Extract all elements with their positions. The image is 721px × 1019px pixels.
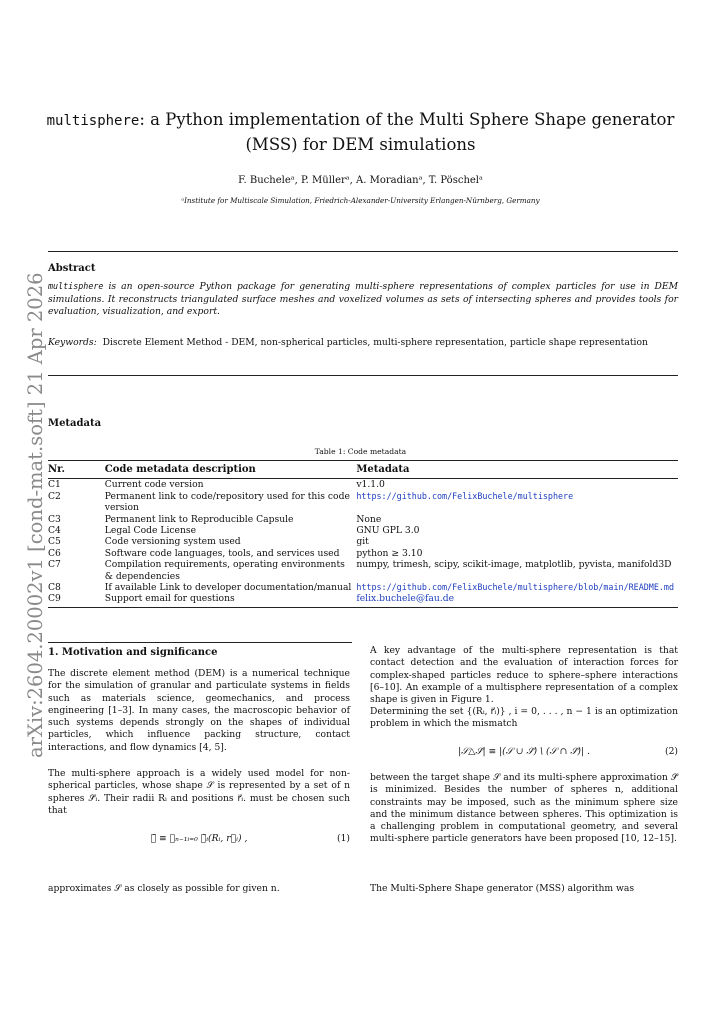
title-package-name: multisphere — [46, 113, 140, 129]
column-header-nr: Nr. — [48, 461, 105, 479]
right-paragraph-2: Determining the set {(Rᵢ, r⃗ᵢ)} , i = 0, . . . , n − 1 is an optimization problem in which the mismatch — [370, 706, 678, 730]
row-value: python ≥ 3.10 — [356, 547, 423, 559]
keywords — [48, 337, 678, 350]
table-caption: Table 1: Code metadata — [314, 447, 407, 456]
table-row — [48, 559, 678, 582]
repository-link[interactable]: https://github.com/FelixBuchele/multisphere — [356, 490, 574, 501]
author-list: F. Bucheleᵃ, P. Müllerᵃ, A. Moradianᵃ, T. Pöschelᵃ — [238, 175, 483, 186]
section-rule-left — [48, 642, 352, 643]
row-number: C4 — [48, 525, 61, 537]
table-row — [48, 582, 678, 593]
row-number: C8 — [48, 582, 61, 594]
row-description: Current code version — [104, 479, 204, 491]
abstract-top-rule — [48, 251, 678, 252]
table-row — [48, 548, 678, 559]
table-row — [48, 514, 678, 525]
row-number: C7 — [48, 559, 61, 571]
section-1-paragraph-2: The multi-sphere approach is a widely used model for non-spherical particles, whose shape 𝒮 is represented by a set of n spheres 𝒮̃ᵢ. Their radii Rᵢ and positions r⃗ᵢ. must be chosen such that — [48, 768, 350, 816]
row-number: C9 — [48, 593, 105, 607]
abstract-body — [48, 280, 678, 319]
repository-link[interactable]: https://github.com/FelixBuchele/multisphere/blob/main/README.md — [356, 582, 674, 593]
row-description: Permanent link to code/repository used for this code version — [104, 490, 350, 514]
row-value: GNU GPL 3.0 — [356, 525, 420, 537]
equation-2-body: |𝒮△𝒮̃| ≡ |(𝒮 ∪ 𝒮̃) \ (𝒮 ∩ 𝒮̃)| . — [458, 746, 590, 757]
equation-1-body: 𝒮̃ ≡ ⋃ₙ₋₁ᵢ₌₀ 𝒮̃ᵢ(Rᵢ, r⃗ᵢ) , — [150, 833, 248, 844]
equation-2 — [370, 746, 678, 758]
row-description: Support email for questions — [105, 593, 357, 607]
equation-1 — [48, 833, 350, 845]
row-description: If available Link to developer documentation/manual — [104, 582, 352, 594]
affiliation: ᵃInstitute for Multiscale Simulation, Friedrich-Alexander-University Erlangen-Nürnberg, Germany — [181, 196, 540, 205]
section-1-heading: 1. Motivation and significance — [48, 647, 218, 658]
table-row — [48, 525, 678, 536]
row-number: C3 — [48, 513, 61, 525]
table-header-row — [48, 461, 678, 479]
support-email-link[interactable]: felix.buchele@fau.de — [356, 593, 678, 607]
abstract-text: is an open-source Python package for generating multi-sphere representations of complex particles for use in DEM simulations. It reconstructs triangulated surface meshes and voxelized volumes as sets of intersecting spheres and provides tools for evaluation, visualization, and export. — [48, 281, 678, 318]
table-row — [48, 479, 678, 491]
row-number: C1 — [48, 479, 61, 491]
row-number: C5 — [48, 536, 61, 548]
arxiv-sidebar — [8, 258, 47, 758]
keywords-text: Discrete Element Method - DEM, non-spherical particles, multi-sphere representation, particle shape representation — [102, 337, 648, 348]
table-row — [48, 593, 678, 607]
row-value: git — [356, 536, 369, 548]
code-metadata-table — [48, 460, 678, 608]
row-description: Code versioning system used — [104, 536, 241, 548]
equation-1-number: (1) — [336, 833, 350, 844]
title-text: : a Python implementation of the Multi Sphere Shape generator (MSS) for DEM simulations — [139, 110, 675, 154]
row-description: Legal Code License — [104, 525, 197, 537]
row-description: Permanent link to Reproducible Capsule — [104, 513, 294, 525]
table-row — [48, 491, 678, 514]
right-paragraph-4: The Multi-Sphere Shape generator (MSS) algorithm was — [370, 883, 635, 894]
right-paragraph-3: between the target shape 𝒮 and its multi-sphere approximation 𝒮̃ is minimized. Besides the number of spheres n, additional constraints may be imposed, such as the minimum sphere size and the minimum distance between spheres. This optimization is a challenging problem in computational geometry, and several multi-sphere particle generators have been proposed [10, 12–15]. — [370, 772, 678, 845]
row-number: C2 — [48, 490, 61, 502]
keywords-label: Keywords: — [48, 337, 97, 348]
row-description: Software code languages, tools, and services used — [104, 547, 340, 559]
section-1-paragraph-1: The discrete element method (DEM) is a numerical technique for the simulation of granular and particulate systems in fields such as materials science, geomechanics, and process engineering [1–3]. In many cases, the macroscopic behavior of such systems depends strongly on the shapes of individual particles, which influence packing structure, contact interactions, and flow dynamics [4, 5]. — [48, 668, 350, 753]
arxiv-identifier: arXiv:2604.20002v1 [cond-mat.soft] 21 Apr 2026 — [24, 272, 47, 758]
column-header-metadata: Metadata — [356, 461, 678, 479]
section-1-paragraph-3: approximates 𝒮 as closely as possible for given n. — [48, 883, 280, 894]
table-row — [48, 536, 678, 547]
right-paragraph-1: A key advantage of the multi-sphere representation is that contact detection and the evaluation of interaction forces for complex-shaped particles reduce to sphere–sphere interactions [6–10]. An example of a multisphere representation of a complex shape is given in Figure 1. — [370, 645, 678, 706]
row-value: numpy, trimesh, scipy, scikit-image, matplotlib, pyvista, manifold3D — [356, 559, 672, 571]
row-description: Compilation requirements, operating environments & dependencies — [104, 559, 345, 582]
row-value: v1.1.0 — [356, 479, 385, 491]
abstract-bottom-rule — [48, 375, 678, 376]
equation-2-number: (2) — [664, 746, 678, 757]
metadata-heading: Metadata — [48, 418, 102, 429]
row-number: C6 — [48, 547, 61, 559]
paper-title — [40, 108, 681, 156]
column-header-description: Code metadata description — [105, 461, 357, 479]
abstract-package-name: multisphere — [48, 281, 104, 291]
row-value: None — [356, 513, 382, 525]
abstract-heading: Abstract — [48, 263, 96, 274]
